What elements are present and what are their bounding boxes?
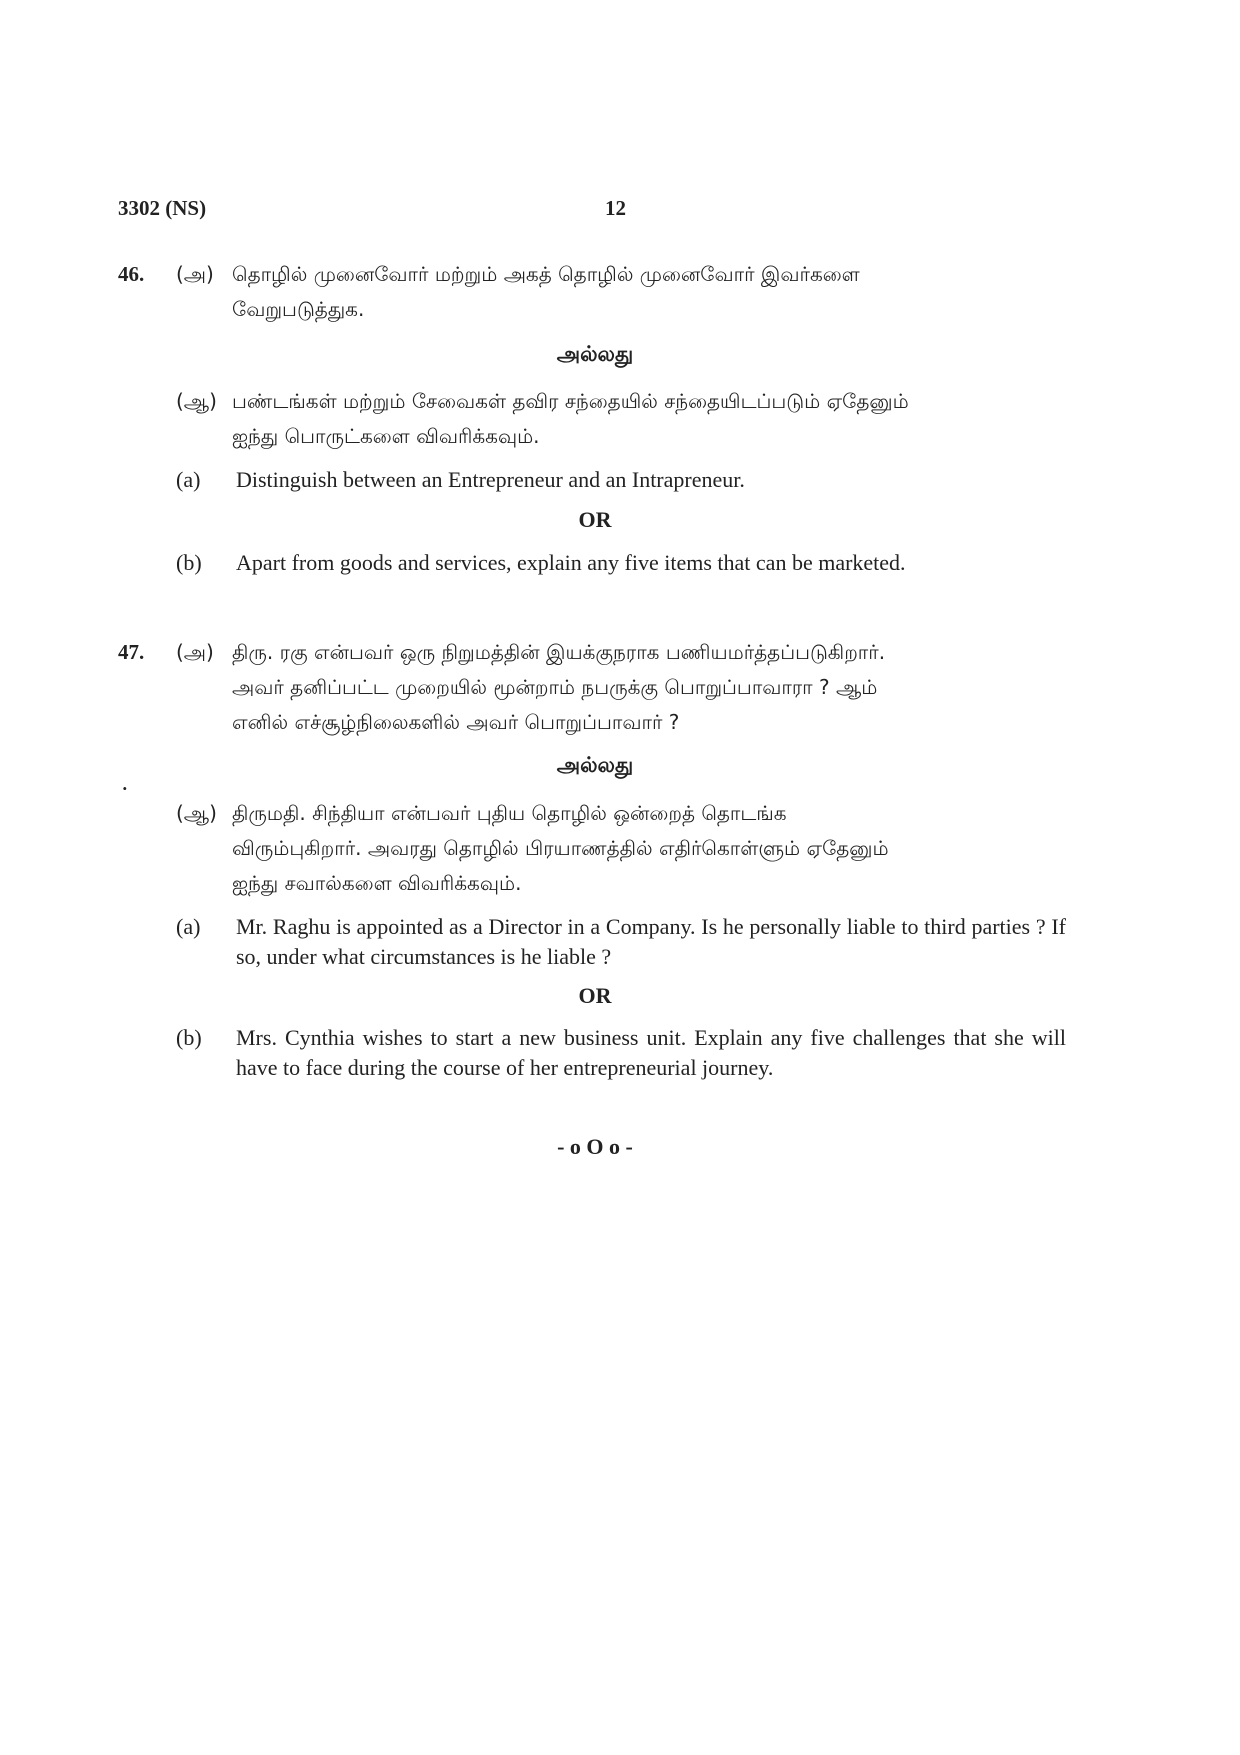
- q46-english-or: OR: [578, 507, 612, 532]
- q46-english-option-b: [176, 548, 1066, 578]
- stray-mark: .: [122, 775, 128, 794]
- q47-english-option-a: [176, 912, 1066, 972]
- q47-tamil-a-line3: எனில் எச்சூழ்நிலைகளில் அவர் பொறுப்பாவார் ?: [232, 710, 680, 734]
- q46-tamil-option-a: [176, 257, 1066, 327]
- q47-tamil-a-line2: அவர் தனிப்பட்ட முறையில் மூன்றாம் நபருக்கு பொறுப்பாவாரா ? ஆம்: [232, 675, 878, 699]
- q47-tamil-or: அல்லது: [556, 753, 634, 777]
- paper-code: 3302 (NS): [118, 196, 207, 220]
- q46-english-a-text: Distinguish between an Entrepreneur and an Intrapreneur.: [236, 467, 745, 492]
- q47-english-option-b: [176, 1023, 1066, 1083]
- q46-tamil-a-line2: வேறுபடுத்துக.: [232, 297, 365, 321]
- q47-tamil-b-line3: ஐந்து சவால்களை விவரிக்கவும்.: [232, 871, 522, 895]
- option-marker: (ஆ): [176, 389, 217, 413]
- q47-english-b-text: Mrs. Cynthia wishes to start a new business unit. Explain any five challenges that she will have to face during the course of her entrepreneurial journey.: [236, 1025, 1066, 1080]
- page-number: 12: [605, 196, 626, 220]
- option-marker: (a): [176, 467, 201, 492]
- option-marker: (b): [176, 1025, 202, 1050]
- q46-english-b-text: Apart from goods and services, explain any five items that can be marketed.: [236, 550, 906, 575]
- end-of-paper-mark: - o O o -: [557, 1134, 633, 1159]
- q47-english-a-text: Mr. Raghu is appointed as a Director in a Company. Is he personally liable to third parties ? If so, under what circumstances is he liable ?: [236, 914, 1066, 969]
- q47-tamil-b-line2: விரும்புகிறார். அவரது தொழில் பிரயாணத்தில் எதிர்கொள்ளும் ஏதேனும்: [232, 836, 889, 860]
- option-marker: (அ): [176, 262, 214, 286]
- question-number-46: 46.: [118, 262, 145, 286]
- option-marker: (a): [176, 914, 201, 939]
- q46-tamil-or: அல்லது: [556, 342, 634, 366]
- q46-tamil-a-line1: தொழில் முனைவோர் மற்றும் அகத் தொழில் முனைவோர் இவர்களை: [232, 262, 860, 286]
- q47-tamil-a-line1: திரு. ரகு என்பவர் ஒரு நிறுமத்தின் இயக்குநராக பணியமர்த்தப்படுகிறார்.: [232, 640, 886, 664]
- q47-tamil-option-b: [176, 796, 1066, 901]
- q47-tamil-b-line1: திருமதி. சிந்தியா என்பவர் புதிய தொழில் ஒன்றைத் தொடங்க: [232, 801, 787, 825]
- option-marker: (அ): [176, 640, 214, 664]
- q46-tamil-b-line2: ஐந்து பொருட்களை விவரிக்கவும்.: [232, 424, 540, 448]
- q46-tamil-option-b: [176, 384, 1066, 454]
- option-marker: (b): [176, 550, 202, 575]
- option-marker: (ஆ): [176, 801, 217, 825]
- q47-english-or: OR: [578, 983, 612, 1008]
- q46-english-option-a: [176, 465, 1066, 495]
- q46-tamil-b-line1: பண்டங்கள் மற்றும் சேவைகள் தவிர சந்தையில் சந்தையிடப்படும் ஏதேனும்: [232, 389, 909, 413]
- q47-tamil-option-a: [176, 635, 1066, 740]
- question-number-47: 47.: [118, 640, 145, 664]
